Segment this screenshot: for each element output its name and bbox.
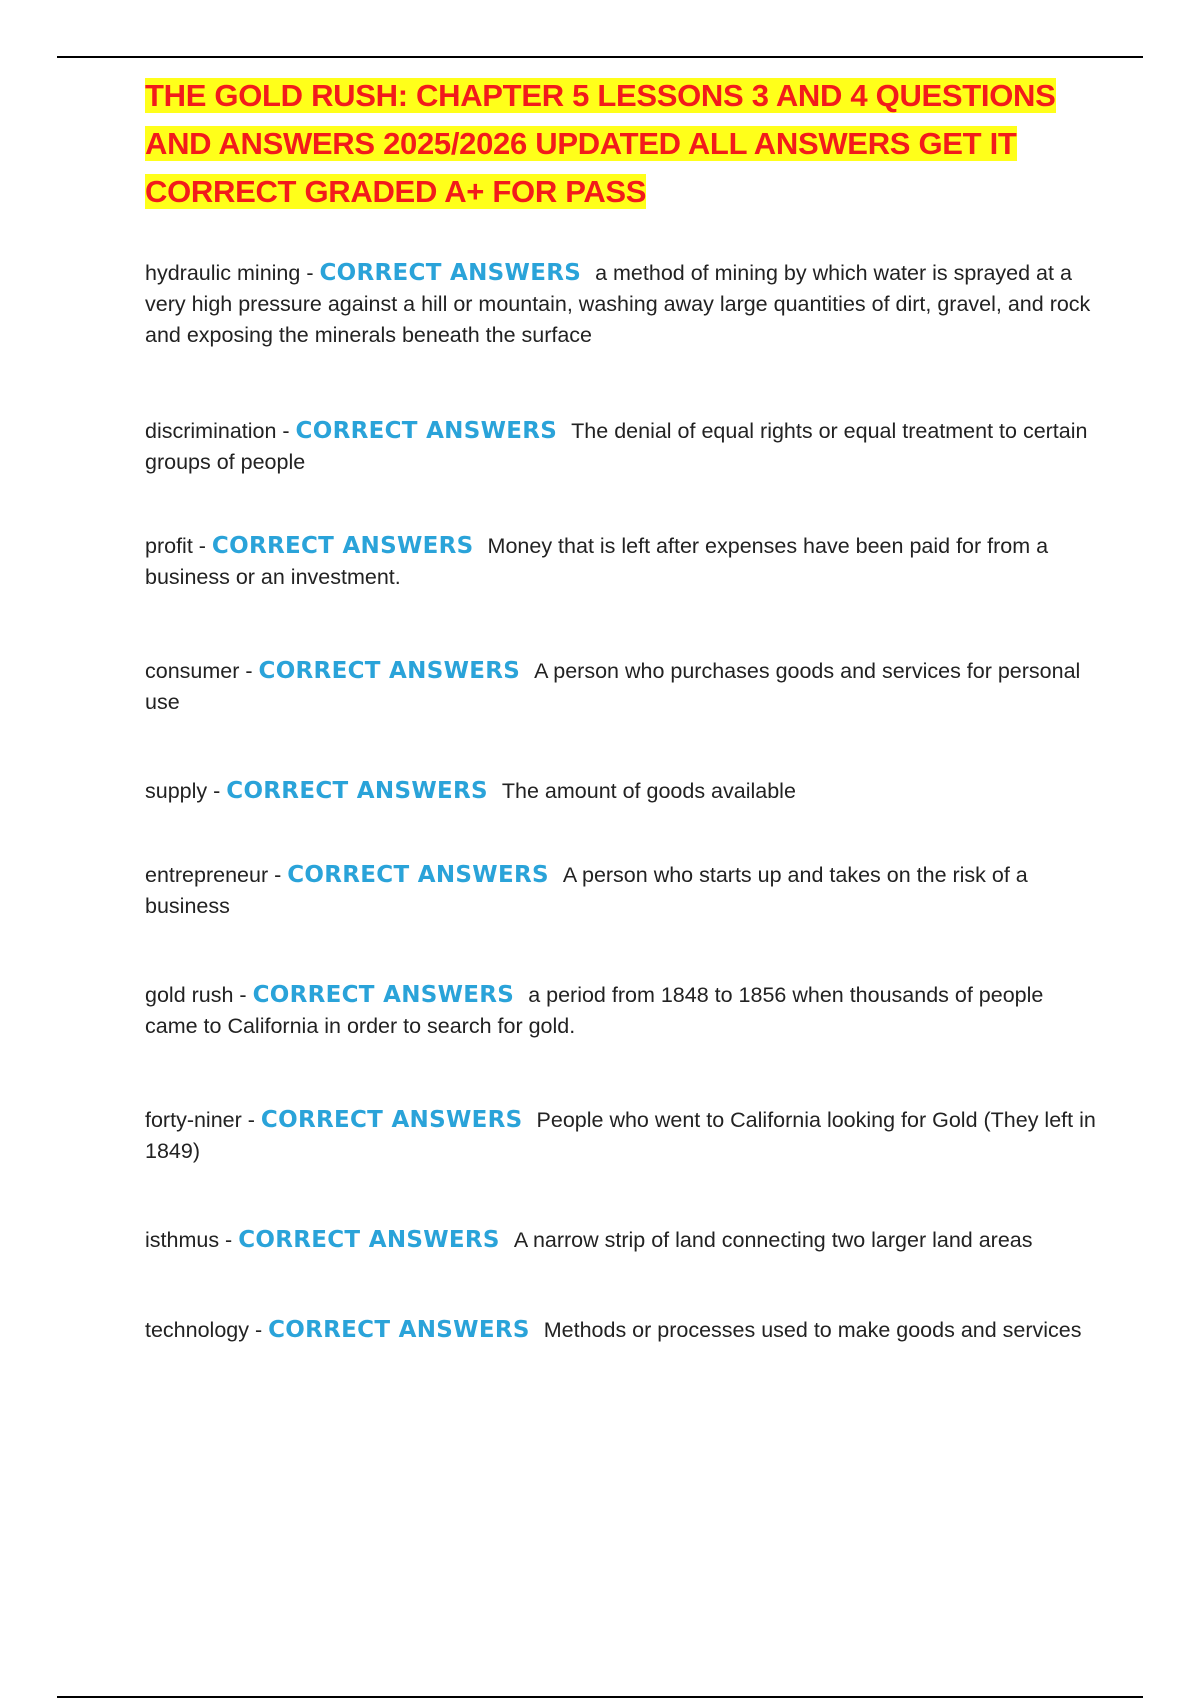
correct-answers-label: CORRECT ANSWERS [211, 533, 474, 559]
qa-entry [145, 860, 1100, 922]
entry-definition: A person who starts up and takes on the risk of a business [145, 863, 1028, 918]
document-title-text: THE GOLD RUSH: CHAPTER 5 LESSONS 3 AND 4 QUESTIONS AND ANSWERS 2025/2026 UPDATED ALL ANSWERS GET IT CORRECT GRADED A+ FOR PASS [145, 78, 1056, 209]
qa-entry [145, 1315, 1100, 1346]
correct-answers-label: CORRECT ANSWERS [287, 862, 549, 888]
entry-term: isthmus [145, 1228, 220, 1252]
qa-list [145, 258, 1100, 1346]
document-content [145, 72, 1100, 1346]
correct-answers-label: CORRECT ANSWERS [252, 982, 515, 1008]
entry-definition: A narrow strip of land connecting two larger land areas [513, 1228, 1033, 1252]
qa-entry [145, 1225, 1100, 1256]
entry-definition: The amount of goods available [501, 779, 796, 803]
entry-term: gold rush [145, 983, 234, 1007]
entry-definition: a period from 1848 to 1856 when thousands of people came to California in order to search for gold. [145, 983, 1044, 1038]
entry-definition: A person who purchases goods and services for personal use [145, 659, 1081, 714]
entry-definition: People who went to California looking for Gold (They left in 1849) [145, 1108, 1096, 1163]
document-title [145, 72, 1100, 216]
bottom-rule [57, 1696, 1143, 1698]
qa-entry [145, 1105, 1100, 1167]
entry-term: entrepreneur [145, 863, 269, 887]
qa-entry [145, 980, 1100, 1042]
qa-entry [145, 776, 1100, 807]
qa-entry [145, 656, 1100, 718]
qa-entry [145, 258, 1100, 351]
correct-answers-label: CORRECT ANSWERS [260, 1107, 523, 1133]
entry-separator: - [192, 534, 212, 558]
entry-separator: - [207, 779, 227, 803]
entry-term: technology [145, 1318, 249, 1342]
entry-separator: - [300, 261, 320, 285]
entry-separator: - [276, 419, 296, 443]
correct-answers-label: CORRECT ANSWERS [295, 418, 558, 444]
entry-separator: - [268, 863, 288, 887]
entry-definition: Methods or processes used to make goods and services [543, 1318, 1082, 1342]
correct-answers-label: CORRECT ANSWERS [319, 260, 582, 286]
entry-separator: - [219, 1228, 239, 1252]
qa-entry [145, 416, 1100, 478]
entry-term: discrimination [145, 419, 277, 443]
entry-term: profit [145, 534, 193, 558]
correct-answers-label: CORRECT ANSWERS [258, 658, 521, 684]
top-rule [57, 56, 1143, 58]
entry-term: supply [145, 779, 208, 803]
correct-answers-label: CORRECT ANSWERS [268, 1317, 530, 1343]
entry-definition: Money that is left after expenses have been paid for from a business or an investment. [145, 534, 1049, 589]
entry-term: forty-niner [145, 1108, 242, 1132]
entry-term: hydraulic mining [145, 261, 301, 285]
correct-answers-label: CORRECT ANSWERS [238, 1227, 500, 1253]
entry-separator: - [233, 983, 253, 1007]
entry-term: consumer [145, 659, 240, 683]
entry-definition: The denial of equal rights or equal treatment to certain groups of people [145, 419, 1088, 474]
entry-separator: - [249, 1318, 269, 1342]
entry-separator: - [241, 1108, 261, 1132]
qa-entry [145, 531, 1100, 593]
correct-answers-label: CORRECT ANSWERS [226, 778, 488, 804]
entry-separator: - [239, 659, 259, 683]
entry-definition: a method of mining by which water is sprayed at a very high pressure against a hill or mountain, washing away large quantities of dirt, gravel, and rock and exposing the minerals beneath the surface [145, 261, 1091, 347]
